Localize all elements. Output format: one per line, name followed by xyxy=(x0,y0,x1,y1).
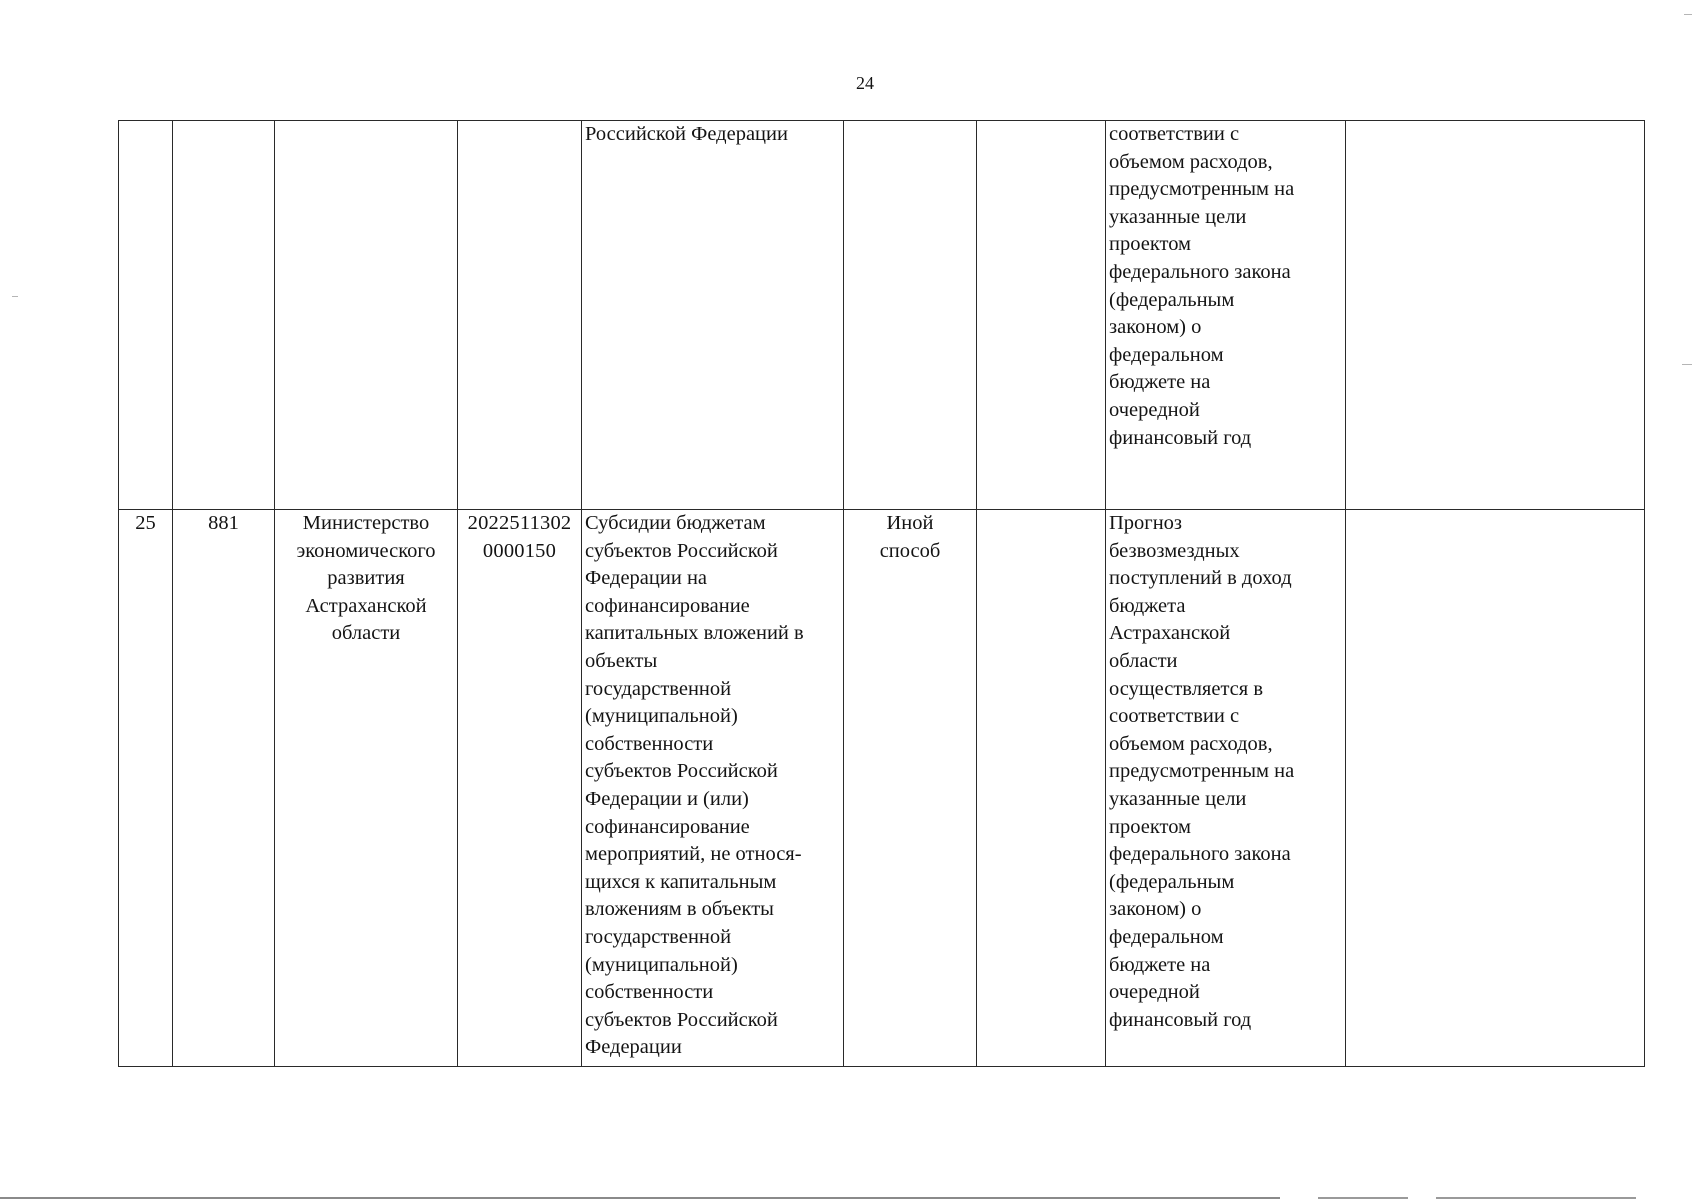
forecast-description-cell: соответствии с объемом расходов, предусмотренным на указанные цели проектом федерального закона (федеральным законом) о федеральном бюджете на очередной финансовый год xyxy=(1106,121,1346,510)
administrator-cell: Министерство экономического развития Астраханской области xyxy=(275,510,458,1067)
scan-edge-mark xyxy=(12,296,18,297)
code-cell xyxy=(173,121,275,510)
scan-edge-mark xyxy=(1684,14,1692,15)
row-number-cell: 25 xyxy=(119,510,173,1067)
scan-bottom-rule-fragment xyxy=(1436,1197,1636,1199)
table-row xyxy=(119,510,1645,1067)
administrator-cell xyxy=(275,121,458,510)
scan-bottom-rule xyxy=(0,1197,1280,1199)
empty-cell xyxy=(977,121,1106,510)
row-number-cell xyxy=(119,121,173,510)
revenue-forecast-table xyxy=(118,120,1645,1067)
scan-bottom-rule-fragment xyxy=(1318,1197,1408,1199)
kbk-cell xyxy=(458,121,582,510)
extra-cell xyxy=(1346,121,1645,510)
empty-cell xyxy=(977,510,1106,1067)
kbk-cell: 2022511302 0000150 xyxy=(458,510,582,1067)
extra-cell xyxy=(1346,510,1645,1067)
table-row xyxy=(119,121,1645,510)
revenue-name-cell: Российской Федерации xyxy=(582,121,844,510)
code-cell: 881 xyxy=(173,510,275,1067)
method-cell: Иной способ xyxy=(844,510,977,1067)
scan-edge-mark xyxy=(1682,364,1692,365)
page-number: 24 xyxy=(856,73,874,93)
method-cell xyxy=(844,121,977,510)
forecast-description-cell: Прогноз безвозмездных поступлений в доход бюджета Астраханской области осуществляется в соответствии с объемом расходов, предусмотренным на указанные цели проектом федерального закона (федеральным законом) о федеральном бюджете на очередной финансовый год xyxy=(1106,510,1346,1067)
revenue-name-cell: Субсидии бюджетам субъектов Российской Федерации на софинансирование капитальных вложений в объекты государственной (муниципальной) собственности субъектов Российской Федерации и (или) софинансирование мероприятий, не относя- щихся к капитальным вложениям в объекты государственной (муниципальной) собственности субъектов Российской Федерации xyxy=(582,510,844,1067)
